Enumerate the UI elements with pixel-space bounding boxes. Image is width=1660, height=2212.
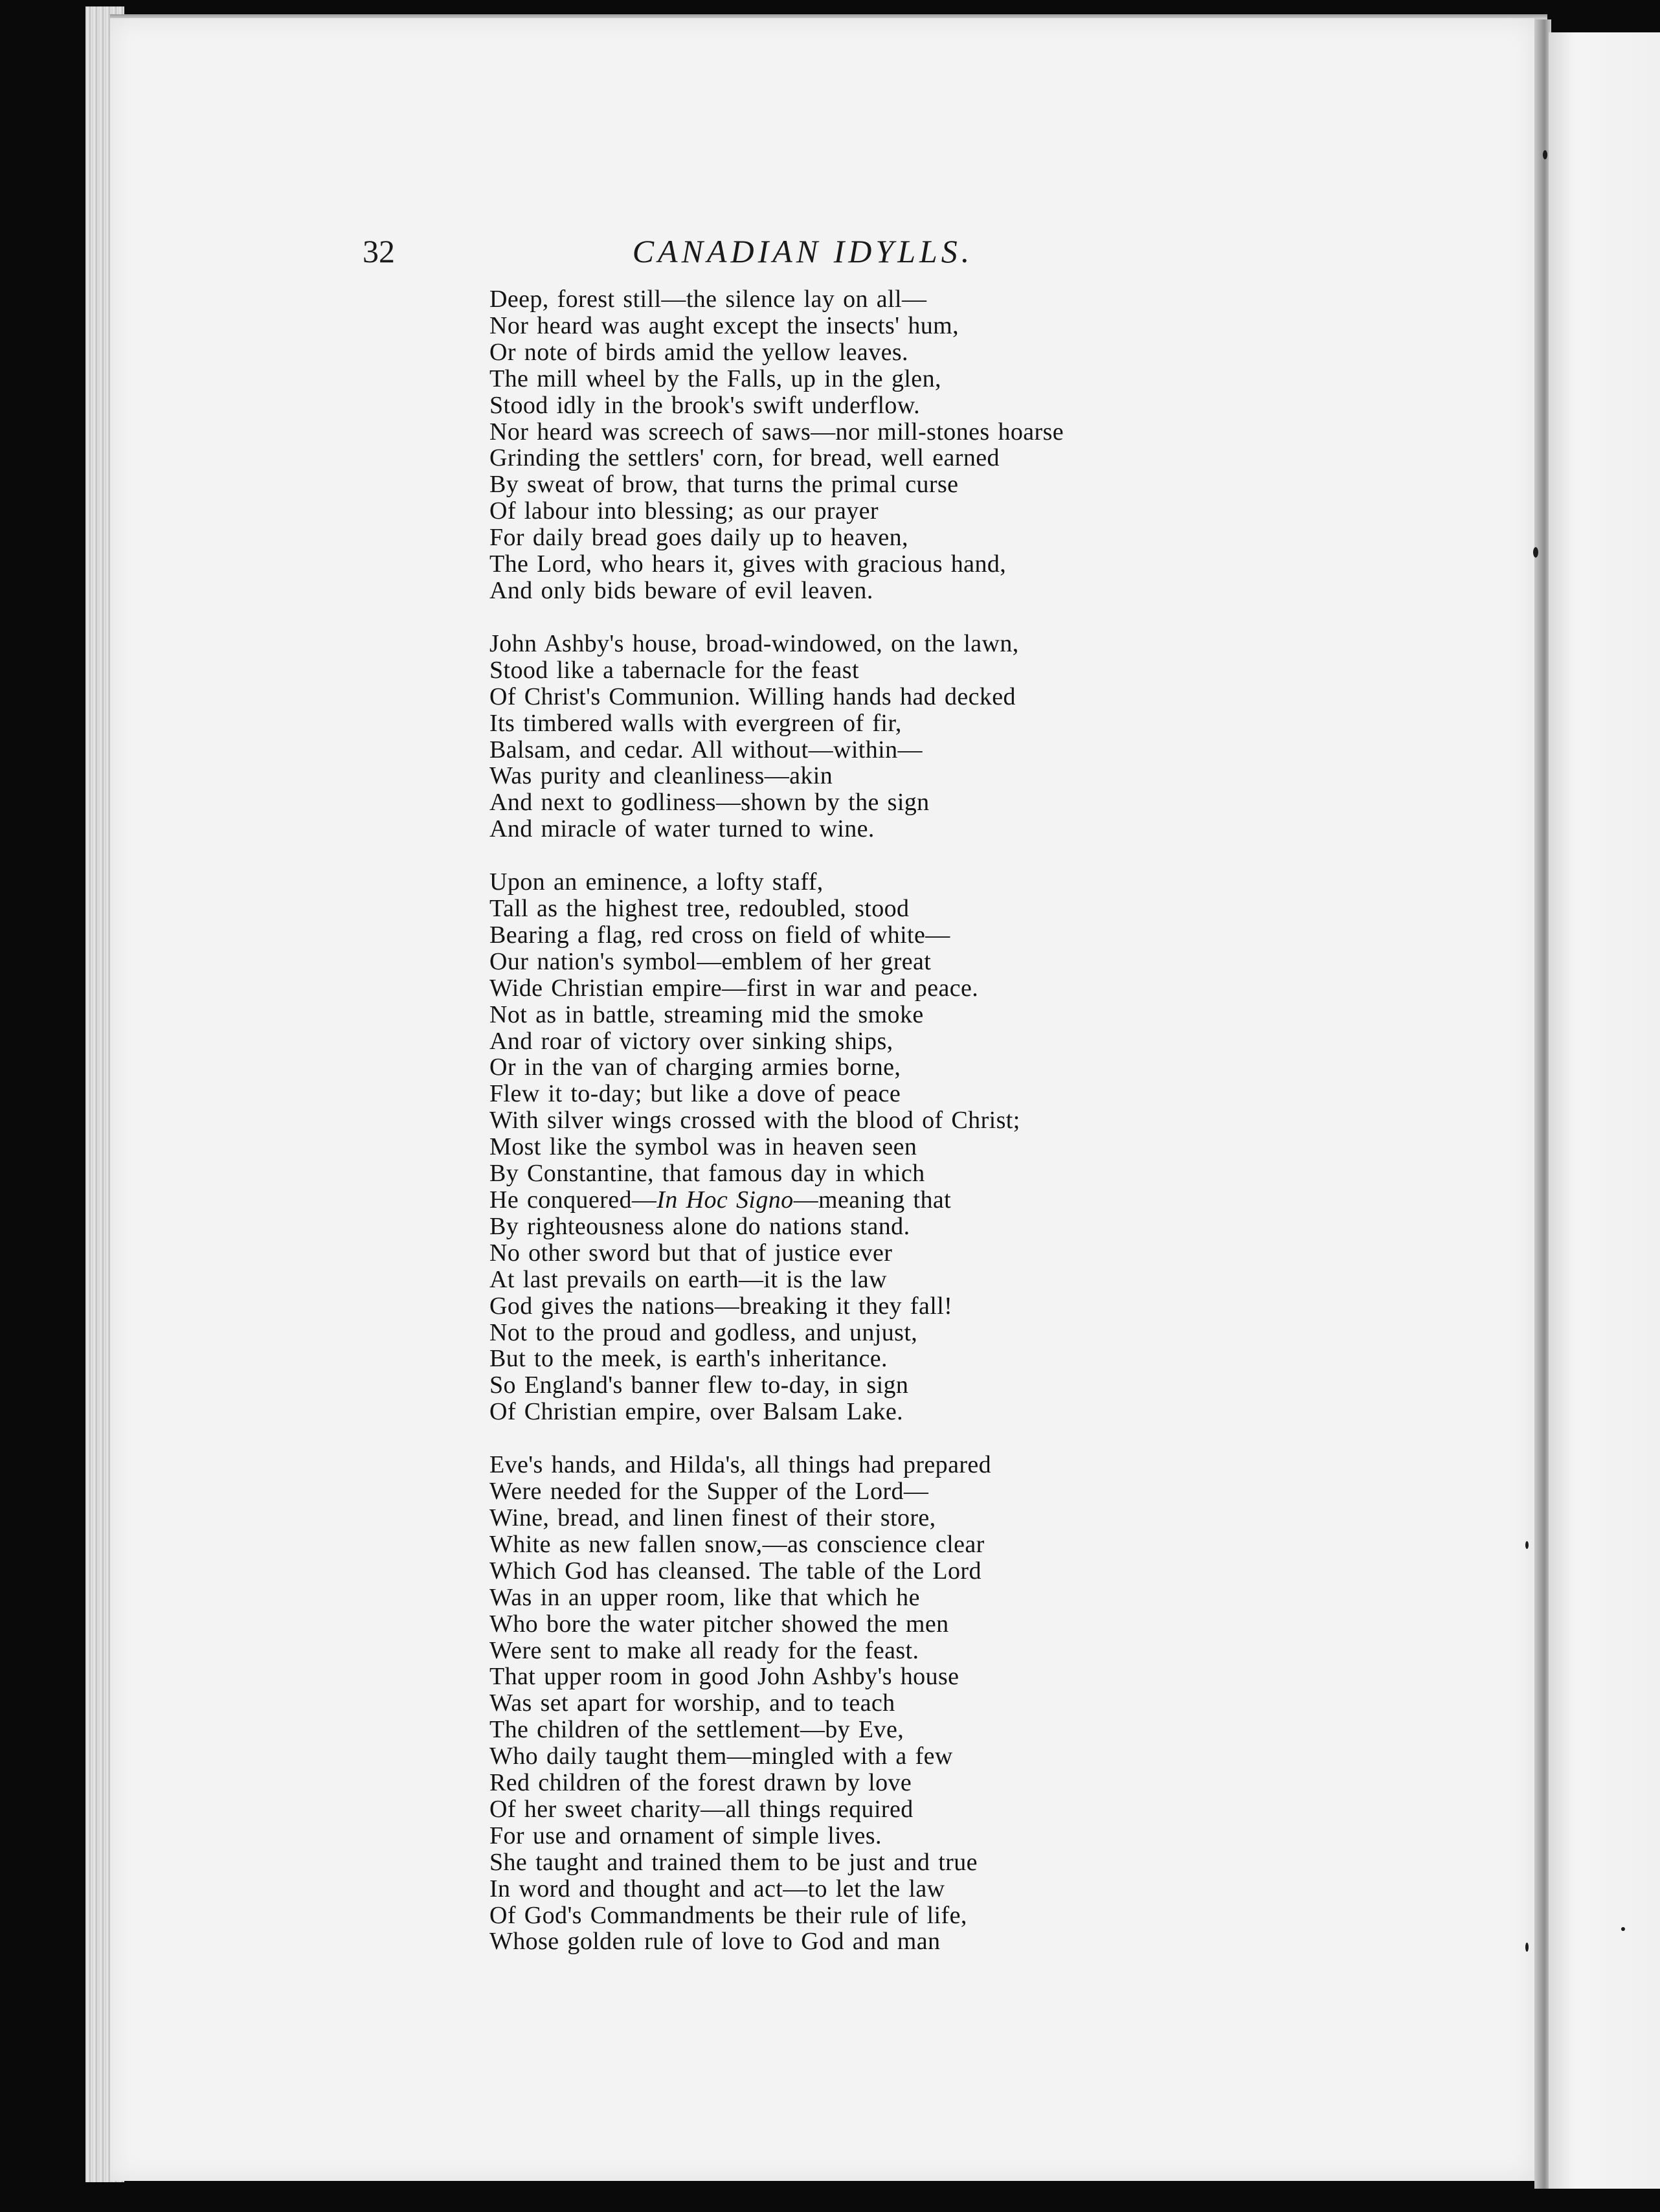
poem-line: Grinding the settlers' corn, for bread, well earned <box>489 444 1000 472</box>
poem-line: Of Christ's Communion. Willing hands had decked <box>489 683 1016 710</box>
poem-line: And only bids beware of evil leaven. <box>489 576 873 604</box>
poem-text <box>489 286 1305 1955</box>
poem-line: John Ashby's house, broad-windowed, on the lawn, <box>489 629 1019 657</box>
stanza <box>489 631 1305 842</box>
poem-line: And roar of victory over sinking ships, <box>489 1027 893 1055</box>
poem-line: For daily bread goes daily up to heaven, <box>489 524 908 552</box>
poem-line: Or note of birds amid the yellow leaves. <box>489 338 908 366</box>
poem-line: Was in an upper room, like that which he <box>489 1583 920 1611</box>
margin-speck <box>1543 150 1547 159</box>
poem-line: Its timbered walls with evergreen of fir, <box>489 709 902 737</box>
poem-line: But to the meek, is earth's inheritance. <box>489 1345 888 1373</box>
poem-line: By Constantine, that famous day in which <box>489 1160 925 1188</box>
poem-line: In word and thought and act—to let the law <box>489 1875 945 1902</box>
poem-line: Of her sweet charity—all things required <box>489 1795 914 1823</box>
poem-line: By righteousness alone do nations stand. <box>489 1212 910 1240</box>
poem-line: She taught and trained them to be just and true <box>489 1848 978 1876</box>
poem-line: So England's banner flew to-day, in sign <box>489 1371 909 1399</box>
poem-line: Who daily taught them—mingled with a few <box>489 1743 953 1770</box>
poem-line: That upper room in good John Ashby's house <box>489 1663 959 1691</box>
poem-line: No other sword but that of justice ever <box>489 1239 893 1267</box>
poem-line: The children of the settlement—by Eve, <box>489 1716 904 1744</box>
poem-line: White as new fallen snow,—as conscience clear <box>489 1530 985 1558</box>
poem-line: Wide Christian empire—first in war and peace. <box>489 974 979 1002</box>
poem-line: Not to the proud and godless, and unjust, <box>489 1318 918 1346</box>
poem-line: Were needed for the Supper of the Lord— <box>489 1478 929 1506</box>
poem-line: The mill wheel by the Falls, up in the glen, <box>489 365 941 392</box>
poem-line: Were sent to make all ready for the feast. <box>489 1636 919 1664</box>
poem-line: Who bore the water pitcher showed the men <box>489 1610 949 1638</box>
poem-line: Bearing a flag, red cross on field of white— <box>489 921 950 949</box>
poem-line: God gives the nations—breaking it they fall! <box>489 1292 953 1320</box>
poem-line: Stood like a tabernacle for the feast <box>489 656 859 684</box>
poem-line: Or in the van of charging armies borne, <box>489 1054 901 1081</box>
poem-line: Most like the symbol was in heaven seen <box>489 1133 917 1161</box>
poem-line: Tall as the highest tree, redoubled, stood <box>489 895 910 923</box>
poem-line: Balsam, and cedar. All without—within— <box>489 736 923 763</box>
poem-line: Of labour into blessing; as our prayer <box>489 497 879 525</box>
margin-speck <box>1525 1541 1529 1549</box>
poem-line: Wine, bread, and linen finest of their store, <box>489 1504 936 1531</box>
page-number: 32 <box>363 233 395 269</box>
poem-line: Of God's Commandments be their rule of life, <box>489 1901 967 1929</box>
running-title: CANADIAN IDYLLS. <box>632 233 974 269</box>
poem-line: Nor heard was aught except the insects' hum, <box>489 311 959 339</box>
poem-line: Flew it to-day; but like a dove of peace <box>489 1080 901 1108</box>
poem-line: Upon an eminence, a lofty staff, <box>489 868 824 896</box>
italic-phrase: In Hoc Signo <box>656 1186 794 1213</box>
page-header <box>363 232 1243 277</box>
poem-line: Was purity and cleanliness—akin <box>489 762 833 790</box>
poem-line: With silver wings crossed with the blood of Christ; <box>489 1107 1020 1134</box>
poem-line: Stood idly in the brook's swift underflow. <box>489 391 921 419</box>
poem-line: For use and ornament of simple lives. <box>489 1822 882 1849</box>
poem-line: At last prevails on earth—it is the law <box>489 1265 887 1293</box>
facing-page <box>1549 32 1660 2189</box>
stanza <box>489 286 1305 604</box>
poem-line: Eve's hands, and Hilda's, all things had prepared <box>489 1451 992 1479</box>
poem-line: Red children of the forest drawn by love <box>489 1769 912 1797</box>
poem-line: By sweat of brow, that turns the primal curse <box>489 471 959 499</box>
poem-line-segment: He conquered— <box>489 1186 657 1213</box>
poem-line <box>489 1187 1305 1213</box>
poem-line: Of Christian empire, over Balsam Lake. <box>489 1398 904 1426</box>
poem-line: Nor heard was screech of saws—nor mill-stones hoarse <box>489 418 1064 446</box>
poem-line: Not as in battle, streaming mid the smoke <box>489 1000 924 1028</box>
poem-line: Our nation's symbol—emblem of her great <box>489 947 932 975</box>
poem-line: The Lord, who hears it, gives with gracious hand, <box>489 550 1007 578</box>
stanza <box>489 1452 1305 1955</box>
poem-line: Deep, forest still—the silence lay on all— <box>489 286 927 313</box>
margin-speck <box>1621 1927 1625 1931</box>
poem-line: Which God has cleansed. The table of the Lord <box>489 1557 981 1585</box>
poem-line: And next to godliness—shown by the sign <box>489 789 930 817</box>
margin-speck <box>1525 1943 1529 1952</box>
poem-line: Was set apart for worship, and to teach <box>489 1689 895 1717</box>
poem-line: And miracle of water turned to wine. <box>489 815 875 843</box>
poem-line: Whose golden rule of love to God and man <box>489 1928 941 1956</box>
stanza <box>489 869 1305 1425</box>
margin-speck <box>1533 547 1538 558</box>
poem-line-segment: —meaning that <box>793 1186 952 1213</box>
